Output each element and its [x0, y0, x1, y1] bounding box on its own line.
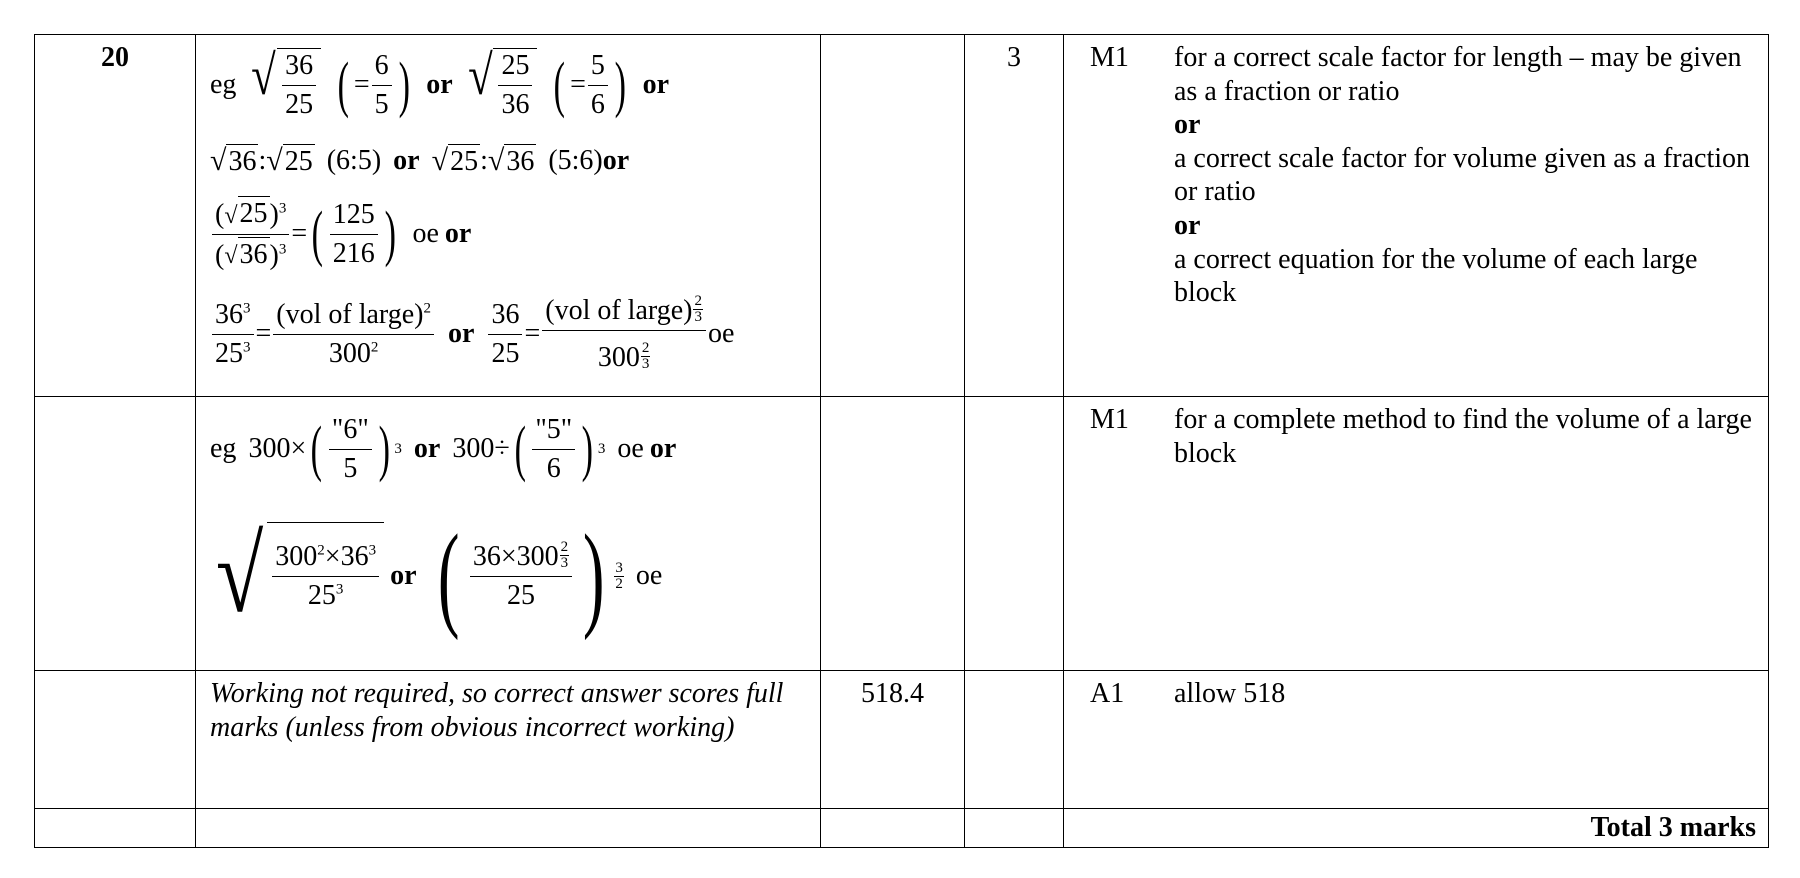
- guidance-text: a correct scale factor for volume given as a fraction or ratio: [1174, 142, 1751, 208]
- ratio-6-5: (6:5): [326, 145, 382, 177]
- question-number: 20: [35, 35, 196, 397]
- guidance-cell-2: [1064, 397, 1769, 671]
- mark-code-1: M1: [1090, 42, 1129, 73]
- guidance-text: for a correct scale factor for length – may be given as a fraction or ratio: [1174, 42, 1742, 107]
- mark-row-2: [35, 397, 1769, 671]
- guidance-cell-1: [1064, 35, 1769, 397]
- working-line-2: √ 36 : √ 25 (6:5) or √ 25 : √ 36 (5:6) or: [210, 144, 630, 178]
- working-note: Working not required, so correct answer scores full marks (unless from obvious incorrect working): [196, 671, 821, 809]
- answer-cell-2: [821, 397, 965, 671]
- guidance-or: or: [1174, 209, 1201, 241]
- guidance-text: a correct equation for the volume of each large block: [1174, 243, 1698, 309]
- question-cell-2: [35, 397, 196, 671]
- guidance-text: allow 518: [1174, 678, 1286, 709]
- total-marks-label: Total 3 marks: [1064, 809, 1769, 848]
- working-cell-2: [196, 397, 821, 671]
- guidance-text: for a complete method to find the volume of a large block: [1174, 404, 1752, 469]
- mark-scheme-table: [34, 34, 1769, 848]
- guidance-cell-3: [1064, 671, 1769, 809]
- working-line-6: √ $\frac{300^2\times 36^3}{25^3}$ or ( 36×300 $\frac{2}{3}$ 25 ) 3 2 oe: [215, 510, 663, 641]
- mark-row-3: [35, 671, 1769, 809]
- mark-code-2: M1: [1090, 404, 1129, 435]
- total-marks: 3: [965, 35, 1064, 397]
- working-line-3: ( √ 25 )$^3$ ( √ 36 )$^3$ = ( $\frac{125}{216}$ ) oe or: [210, 193, 810, 275]
- eg-label: eg: [210, 69, 237, 101]
- working-line-4: $\frac{36^3}{25^3}$ = $\frac{(vol of large)^2}{300^2}$ or $\frac{36}{25}$ = (vol of large) $\frac{2}{3}$ 300 $\frac{2}{3}$ oe: [210, 275, 810, 389]
- total-row: [35, 809, 1769, 848]
- mark-code-3: A1: [1090, 678, 1125, 709]
- ratio-5-6: (5:6): [548, 145, 603, 177]
- sqrt-25-over-36: √ $\frac{25}{36}$: [465, 48, 538, 121]
- answer-value: 518.4: [821, 671, 965, 809]
- question-cell-3: [35, 671, 196, 809]
- working-line-5: eg 300 × ( $\frac{"6"}{5}$ ) 3 or 300 ÷ ( $\frac{"5"}{6}$ ) 3 oe or: [210, 413, 677, 484]
- answer-cell-1: [821, 35, 965, 397]
- working-line-1: eg √ $\frac{36}{25}$ ( = $\frac{6}{5}$ ) or √ $\frac{25}{36}$ ( = $\frac{5}{6}$ ) or: [210, 45, 669, 120]
- total-cell-2: [965, 397, 1064, 671]
- working-cell-1: [196, 35, 821, 397]
- total-cell-3: [965, 671, 1064, 809]
- mark-row-1: [35, 35, 1769, 397]
- guidance-or: or: [1174, 109, 1201, 141]
- sqrt-36-over-25: √ $\frac{36}{25}$: [248, 48, 321, 121]
- or-label: or: [426, 69, 453, 101]
